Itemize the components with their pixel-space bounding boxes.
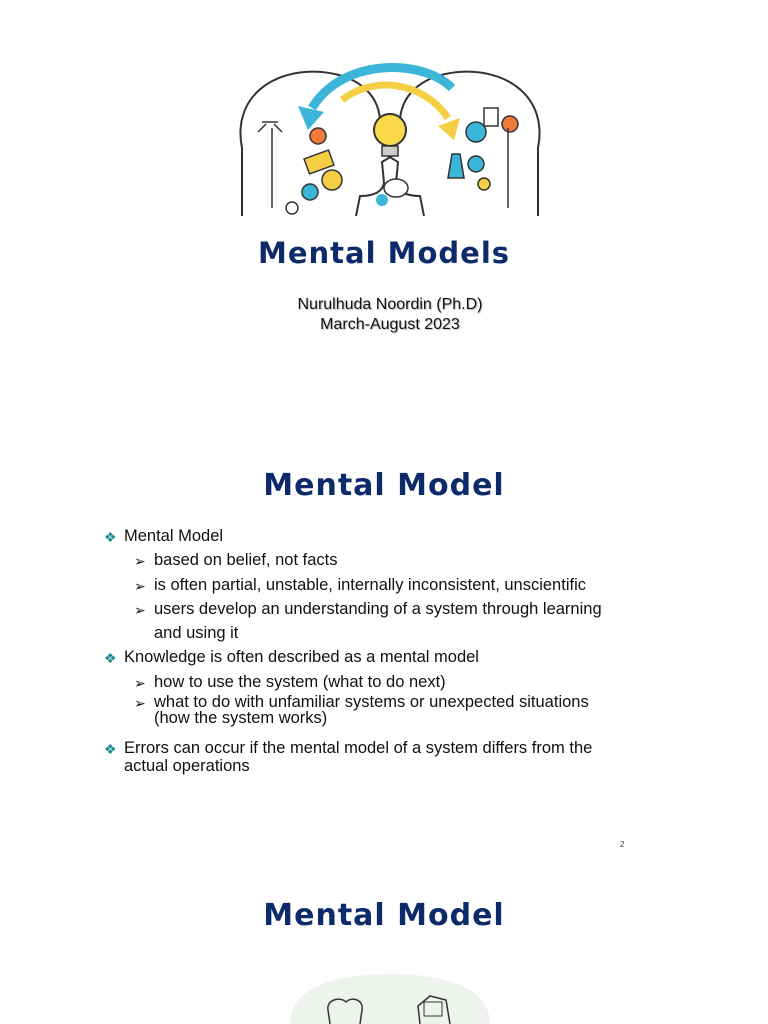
bullet-item: ❖ Knowledge is often described as a mental model	[104, 647, 479, 669]
sub-bullet-continuation: (how the system works)	[154, 709, 328, 727]
slide-2	[0, 430, 768, 860]
sub-bullet-item: ➢ what to do with unfamiliar systems or unexpected situations	[134, 692, 589, 714]
diamond-bullet-icon: ❖	[104, 741, 117, 757]
sub-bullet-item: ➢ users develop an understanding of a system through learning	[134, 599, 602, 621]
arrow-bullet-icon: ➢	[134, 578, 146, 594]
bullet-item: ❖ Errors can occur if the mental model of a system differs from the	[104, 738, 592, 760]
date-range: March-August 2023	[320, 316, 460, 333]
author-name: Nurulhuda Noordin (Ph.D)	[297, 296, 483, 313]
two-heads-illustration	[232, 58, 548, 218]
mental-model-sketch-illustration	[270, 970, 510, 1024]
diamond-bullet-icon: ❖	[104, 650, 117, 666]
bullet-continuation: actual operations	[124, 757, 250, 775]
slide-1	[0, 0, 768, 430]
sub-bullet-item: ➢ is often partial, unstable, internally inconsistent, unscientific	[134, 575, 586, 597]
bullet-item: ❖ Mental Model	[104, 526, 223, 548]
sub-bullet-item: ➢ based on belief, not facts	[134, 550, 337, 572]
slide-title: Mental Model	[263, 468, 505, 503]
page-number: 2	[620, 840, 625, 849]
arrow-bullet-icon: ➢	[134, 553, 146, 569]
arrow-bullet-icon: ➢	[134, 695, 146, 711]
diamond-bullet-icon: ❖	[104, 529, 117, 545]
sub-bullet-continuation: and using it	[154, 624, 239, 642]
arrow-bullet-icon: ➢	[134, 602, 146, 618]
slide-title: Mental Models	[257, 236, 511, 270]
sub-bullet-item: ➢ how to use the system (what to do next)	[134, 672, 446, 694]
slide-3	[0, 860, 768, 1024]
arrow-bullet-icon: ➢	[134, 675, 146, 691]
slide-title: Mental Model	[263, 898, 505, 933]
